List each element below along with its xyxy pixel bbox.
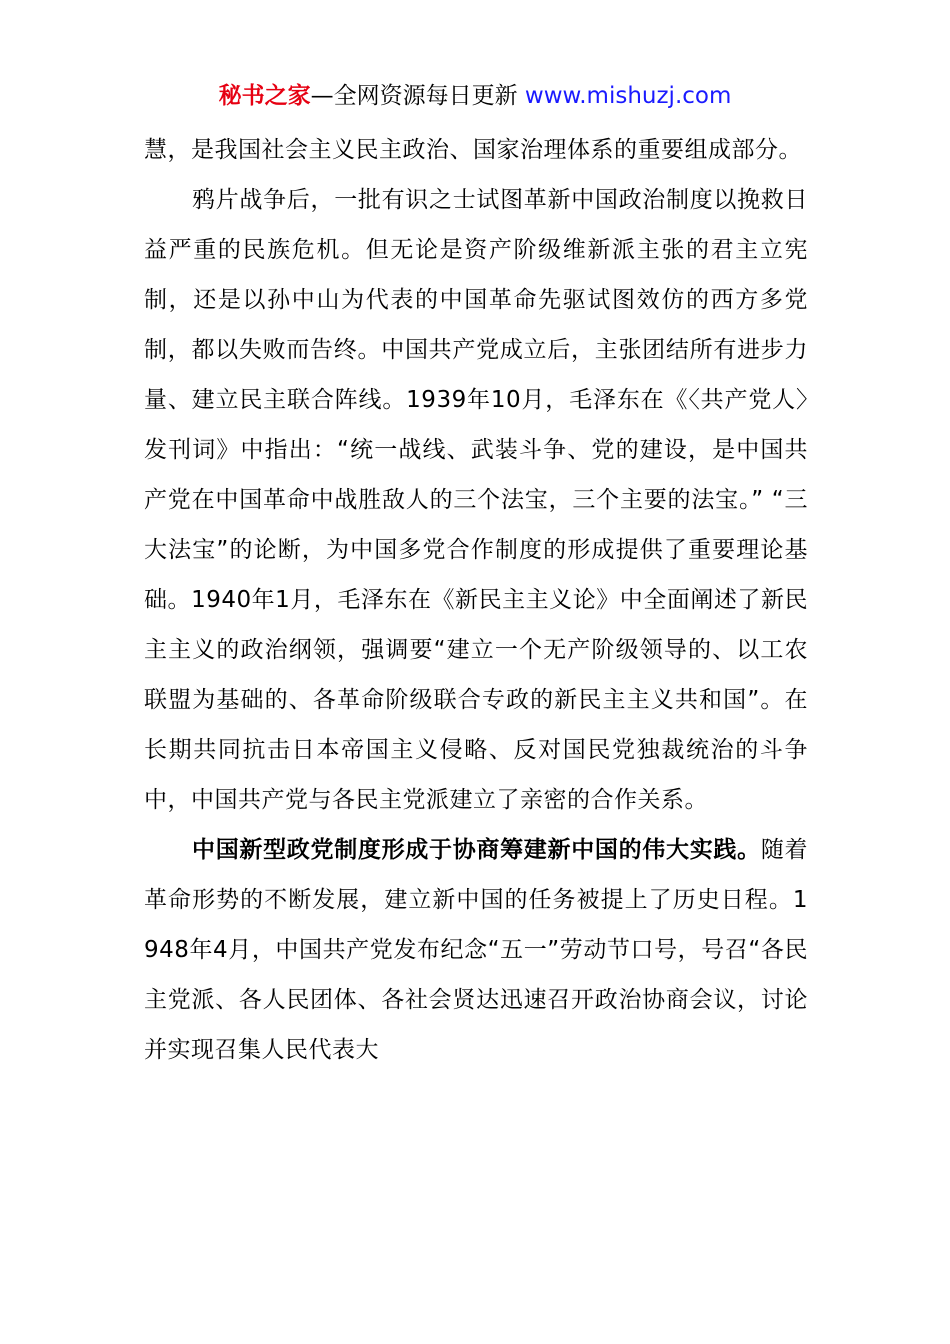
paragraph-2: 鸦片战争后，一批有识之士试图革新中国政治制度以挽救日益严重的民族危机。但无论是资产阶级维新派主张的君主立宪制，还是以孙中山为代表的中国革命先驱试图效仿的西方多党制，都以失败而告终。中国共产党成立后，主张团结所有进步力量、建立民主联合阵线。1939年10月，毛泽东在《〈共产党人〉发刊词》中指出：“统一战线、武装斗争、党的建设，是中国共产党在中国革命中战胜敌人的三个法宝，三个主要的法宝。” “三大法宝”的论断，为中国多党合作制度的形成提供了重要理论基础。1940年1月，毛泽东在《新民主主义论》中全面阐述了新民主主义的政治纲领，强调要“建立一个无产阶级领导的、以工农联盟为基础的、各革命阶级联合专政的新民主主义共和国”。在长期共同抗击日本帝国主义侵略、反对国民党独裁统治的斗争中，中国共产党与各民主党派建立了亲密的合作关系。 (144, 187, 808, 813)
paragraph-3-heading: 中国新型政党制度形成于协商筹建新中国的伟大实践。 (192, 837, 761, 863)
site-brand: 秘书之家 (218, 83, 311, 109)
paragraph-1: 慧，是我国社会主义民主政治、国家治理体系的重要组成部分。 (144, 137, 802, 163)
document-body (144, 125, 808, 1075)
page-header (0, 80, 950, 112)
site-url-link[interactable]: www.mishuzj.com (524, 83, 732, 109)
site-tagline: —全网资源每日更新 (310, 83, 518, 109)
paragraph-3-text: 随着革命形势的不断发展，建立新中国的任务被提上了历史日程。1948年4月，中国共产党发布纪念“五一”劳动节口号，号召“各民主党派、各人民团体、各社会贤达迅速召开政治协商会议，讨论并实现召集人民代表大 (144, 837, 809, 1063)
paragraph-3 (144, 825, 808, 1075)
